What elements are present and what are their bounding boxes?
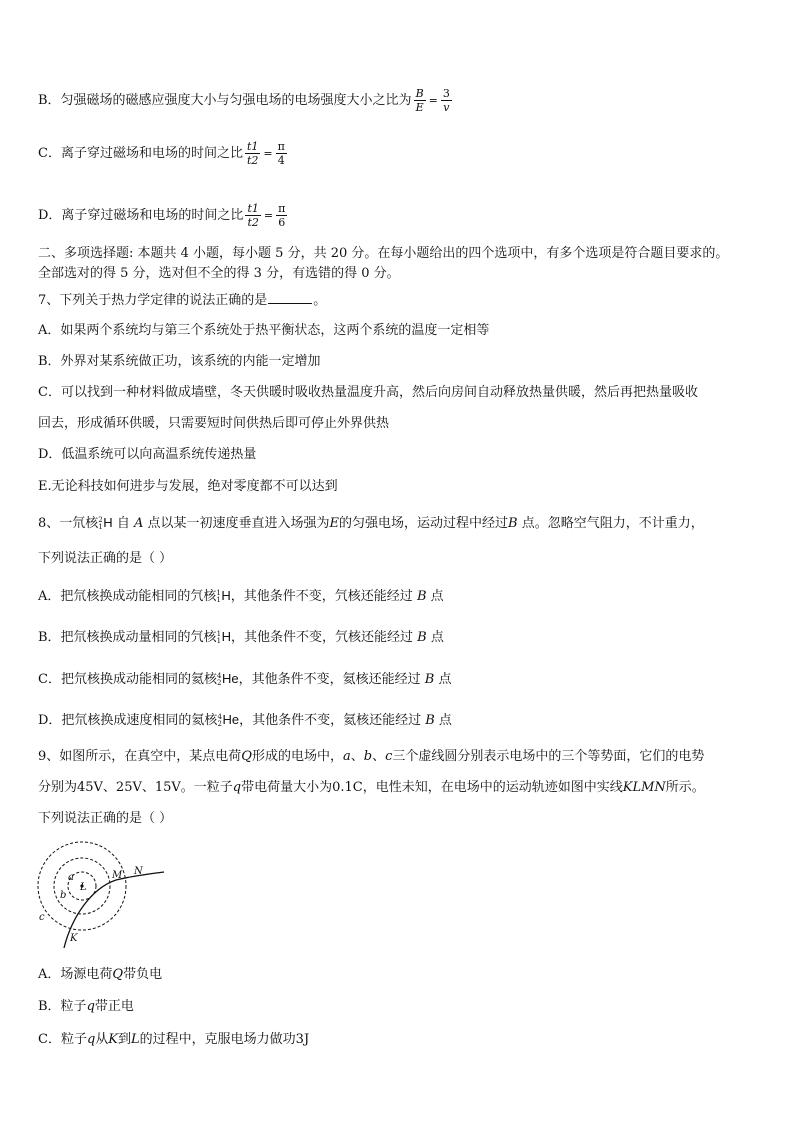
trajectory-curve-klmn — [64, 872, 164, 948]
question-8-stem-line2: 下列说法正确的是（ ） — [38, 551, 173, 566]
isotope-deuterium: 2 1 — [98, 515, 103, 531]
label-k: K — [70, 933, 78, 944]
q7-option-d: D．低温系统可以向高温系统传递热量 — [38, 447, 257, 462]
isotope-helium: 4 2 — [217, 712, 222, 728]
q7-option-a: A．如果两个系统均与第三个系统处于热平衡状态，这两个系统的温度一定相等 — [38, 323, 490, 338]
q9-option-a: A．场源电荷Q带负电 — [38, 967, 163, 982]
option-d-time-ratio: D．离子穿过磁场和电场的时间之比 $\frac{t1}{t2}$ = $\frac{\pi}{6}$ — [38, 202, 289, 229]
q7-option-b: B．外界对某系统做正功，该系统的内能一定增加 — [38, 354, 321, 369]
q8-option-d: D．把氘核换成速度相同的氦核 4 2 He，其他条件不变，氦核还能经过 B 点 — [38, 712, 452, 728]
question-9-stem-line2: 分别为45V、25V、15V。一粒子q带电荷量大小为0.1C，电性未知，在电场中的运动轨迹如图中实线KLMN所示。 — [38, 780, 705, 795]
section-header-line1: 二、多项选择题: 本题共 4 小题，每小题 5 分，共 20 分。在每小题给出的四个选项中，有多个选项是符合题目要求的。 — [38, 246, 729, 261]
q9-option-c: C．粒子q从K到L的过程中，克服电场力做功3J — [38, 1032, 310, 1047]
q7-option-c-line2: 回去，形成循环供暖，只需要短时间供热后即可停止外界供热 — [38, 416, 390, 431]
fraction-t1-over-t2: $\frac{t1}{t2}$ = $\frac{\pi}{6}$ — [247, 202, 286, 229]
q8-option-a: A．把氘核换成动能相同的氕核 1 1 H，其他条件不变，氕核还能经过 B 点 — [38, 588, 444, 604]
section-header-line2: 全部选对的得 5 分，选对但不全的得 3 分，有选错的得 0 分。 — [38, 266, 400, 281]
equipotential-figure — [36, 836, 176, 948]
label-a: a — [68, 872, 74, 883]
label-m: M — [112, 870, 123, 881]
answer-blank — [268, 291, 312, 304]
label-c: c — [39, 912, 45, 923]
option-c-time-ratio: C．离子穿过磁场和电场的时间之比 $\frac{t1}{t2}$ = $\frac{\pi}{4}$ — [38, 140, 289, 167]
fraction-b-over-e: $\frac{B}{E}$ = $\frac{3}{v}$ — [415, 87, 450, 114]
question-8-stem: 8、一氘核 2 1 H 自 A 点以某一初速度垂直进入场强为E的匀强电场，运动过程中经过B 点。忽略空气阻力，不计重力， — [38, 515, 704, 531]
label-n: N — [134, 866, 143, 877]
label-b: b — [60, 890, 67, 901]
q9-option-b: B．粒子q带正电 — [38, 999, 134, 1014]
question-9-stem-line3: 下列说法正确的是（ ） — [38, 811, 173, 826]
question-7-stem: 7、下列关于热力学定律的说法正确的是 。 — [38, 293, 327, 308]
q7-option-e: E.无论科技如何进步与发展，绝对零度都不可以达到 — [38, 479, 338, 494]
q8-option-b: B．把氘核换成动量相同的氕核 1 1 H，其他条件不变，氕核还能经过 B 点 — [38, 629, 444, 645]
q8-option-c: C．把氘核换成动能相同的氦核 4 2 He，其他条件不变，氦核还能经过 B 点 — [38, 671, 452, 687]
isotope-protium: 1 1 — [216, 629, 222, 645]
option-b-ratio: B．匀强磁场的磁感应强度大小与匀强电场的电场强度大小之比为 $\frac{B}{E}$ = $\frac{3}{v}$ — [38, 87, 454, 114]
fraction-t1-over-t2: $\frac{t1}{t2}$ = $\frac{\pi}{4}$ — [246, 140, 285, 167]
label-l: L — [80, 882, 87, 893]
q7-option-c-line1: C．可以找到一种材料做成墙壁，冬天供暖时吸收热量温度升高，然后向房间自动释放热量供暖，然后再把热量吸收 — [38, 385, 698, 400]
isotope-protium: 1 1 — [216, 588, 221, 604]
isotope-helium: 4 2 — [216, 671, 222, 687]
question-9-stem-line1: 9、如图所示，在真空中，某点电荷Q形成的电场中，a、b、c三个虚线圆分别表示电场中的三个等势面，它们的电势 — [38, 749, 705, 764]
